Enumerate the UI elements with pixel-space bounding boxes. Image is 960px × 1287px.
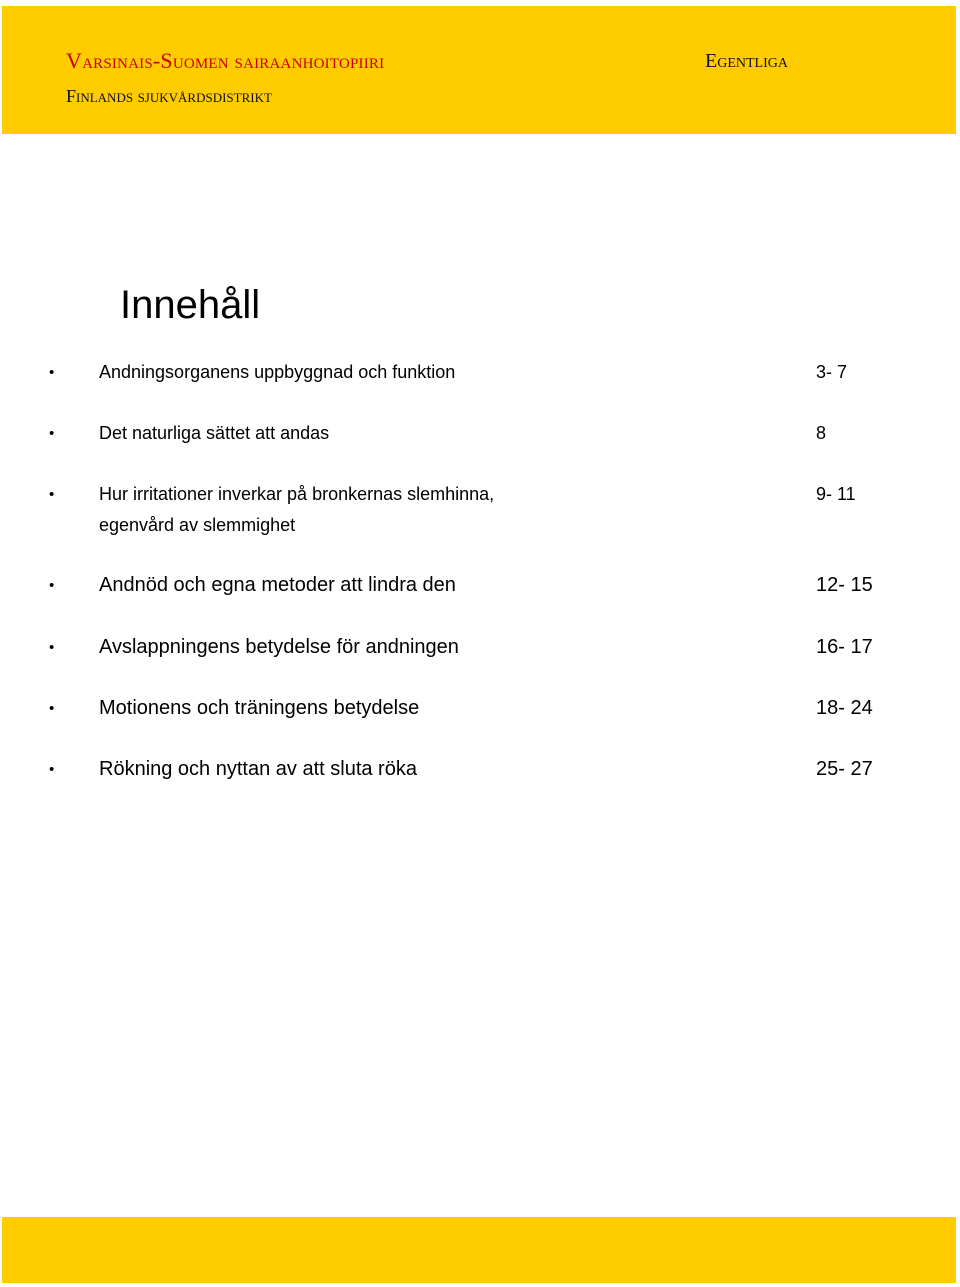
org-name-finnish: Varsinais-Suomen sairaanhoitopiiri xyxy=(66,48,385,73)
toc-title: Innehåll xyxy=(120,283,261,327)
toc-item-page: 16- 17 xyxy=(816,636,873,658)
toc-item-text: Rökning och nyttan av att sluta röka xyxy=(99,758,417,780)
toc-item-text: Motionens och träningens betydelse xyxy=(99,697,420,719)
bullet-icon: • xyxy=(49,486,55,503)
toc-item-page: 8 xyxy=(816,423,827,443)
toc-item-page: 25- 27 xyxy=(816,758,873,780)
bullet-icon: • xyxy=(49,761,55,778)
bullet-icon: • xyxy=(49,639,55,656)
footer-band xyxy=(2,1217,956,1283)
bullet-icon: • xyxy=(49,364,55,381)
bullet-icon: • xyxy=(49,700,55,717)
toc-item-text: Andningsorganens uppbyggnad och funktion xyxy=(99,362,456,382)
toc-item-text: Hur irritationer inverkar på bronkernas slemhinna, xyxy=(99,484,495,504)
toc-item-text-continued: egenvård av slemmighet xyxy=(99,515,296,535)
toc-item-page: 12- 15 xyxy=(816,574,873,596)
toc-item-text: Det naturliga sättet att andas xyxy=(99,423,330,443)
region-label: Egentliga xyxy=(705,50,788,72)
toc-item-page: 3- 7 xyxy=(816,362,848,382)
toc-item-text: Andnöd och egna metoder att lindra den xyxy=(99,574,456,596)
toc-item-text: Avslappningens betydelse för andningen xyxy=(99,636,459,658)
org-name-swedish: Finlands sjukvårdsdistrikt xyxy=(66,86,272,106)
toc-item-page: 9- 11 xyxy=(816,484,856,504)
bullet-icon: • xyxy=(49,425,55,442)
toc-item-page: 18- 24 xyxy=(816,697,873,719)
bullet-icon: • xyxy=(49,577,55,594)
